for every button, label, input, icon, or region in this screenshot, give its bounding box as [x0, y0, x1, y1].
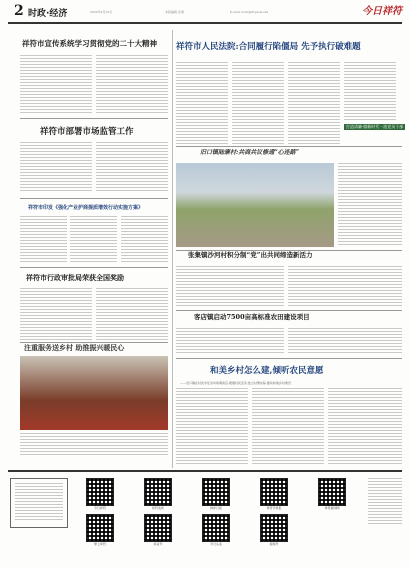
article-title-market: 祥符市部署市场监管工作	[40, 127, 134, 137]
article-title-approval: 祥符市行政审批局荣获全国奖励	[26, 273, 124, 282]
editor-email: E-mail: hzrb@zhyaxw.net	[230, 10, 268, 14]
editor-name: 本版编辑 张萌	[165, 10, 184, 14]
photo-caption	[20, 433, 168, 455]
qr-item[interactable]: 祥符手机报	[246, 478, 302, 512]
qr-item[interactable]: 祥符发布	[130, 478, 186, 512]
page-header	[0, 0, 410, 22]
divider	[20, 267, 168, 268]
qr-item[interactable]: 视频号	[246, 514, 302, 548]
issue-date: 2022年2月10日	[90, 10, 113, 14]
article-body	[232, 62, 284, 144]
qr-code-icon[interactable]	[144, 514, 172, 542]
qr-code-icon[interactable]	[202, 514, 230, 542]
footer-rule	[8, 470, 402, 472]
qr-code-icon[interactable]	[202, 478, 230, 506]
header-rule	[8, 22, 402, 24]
qr-item[interactable]: 抖音号	[130, 514, 186, 548]
article-body	[338, 163, 402, 247]
qr-code-icon[interactable]	[86, 514, 114, 542]
photo-banner-road: 旧口镇陆寨村:共商共议修通“心连路”	[200, 149, 300, 156]
article-body	[176, 266, 284, 306]
article-title-industry: 祥符市印发《强化产业护商提质增效行动实施方案》	[28, 205, 144, 211]
page-number: 2	[14, 3, 24, 19]
article-body	[20, 288, 92, 340]
article-body	[20, 142, 92, 192]
section-title: 时政·经济	[28, 9, 68, 19]
article-title-village-points: 张集镇沙河村积分制“党”出共同缔造新活力	[188, 251, 313, 259]
article-title-court: 祥符市人民法院:合同履行陷僵局 先予执行破难题	[176, 42, 361, 52]
article-body	[288, 62, 340, 144]
article-body	[96, 55, 168, 115]
divider	[20, 198, 168, 199]
article-body	[20, 55, 92, 115]
article-body	[252, 388, 324, 466]
newspaper-logo: 今日祥符	[362, 6, 402, 17]
article-body	[176, 328, 284, 354]
article-subtitle-rural: ——旧口镇在村民中征求问卷调查后,根据村民意见,结合村情实际,推动和美乡村建设	[180, 381, 291, 385]
article-body	[121, 216, 168, 264]
column-tag: 打造清廉·做新时代一流党员干部	[346, 124, 404, 129]
qr-item[interactable]: 祥符新闻网	[304, 478, 360, 512]
qr-code-icon[interactable]	[86, 478, 114, 506]
divider	[20, 118, 168, 119]
qr-code-strip	[72, 478, 362, 548]
photo-service-event	[20, 356, 168, 430]
article-body	[328, 388, 402, 466]
article-body	[176, 62, 228, 144]
photo-road-construction	[176, 163, 334, 247]
divider	[176, 358, 402, 359]
article-body	[288, 266, 402, 306]
divider	[176, 310, 402, 311]
qr-item[interactable]: 今日祥符	[72, 478, 128, 512]
article-body	[20, 216, 67, 264]
article-body	[288, 328, 402, 354]
qr-code-icon[interactable]	[260, 478, 288, 506]
article-body	[96, 288, 168, 340]
qr-item[interactable]: 今日头条	[188, 514, 244, 548]
qr-code-icon[interactable]	[144, 478, 172, 506]
article-title-propaganda: 祥符市宣传系统学习贯彻党的二十大精神	[22, 39, 157, 48]
qr-code-icon[interactable]	[260, 514, 288, 542]
photo-banner-service: 注重服务送乡村 助推振兴暖民心	[24, 343, 125, 352]
qr-code-icon[interactable]	[318, 478, 346, 506]
article-body	[344, 62, 396, 120]
article-title-farmland: 客店镇启动7500亩高标准农田建设项目	[194, 313, 310, 321]
footer-legal-text	[368, 478, 402, 526]
footer-info-box	[10, 478, 68, 528]
qr-item[interactable]: 钟祥日报	[188, 478, 244, 512]
article-body	[96, 142, 168, 192]
article-title-rural: 和美乡村怎么建,倾听农民意愿	[210, 366, 324, 376]
qr-item[interactable]: 掌上祥符	[72, 514, 128, 548]
divider	[176, 146, 402, 147]
article-body	[176, 388, 248, 466]
column-divider	[172, 30, 173, 468]
article-body	[70, 216, 117, 264]
